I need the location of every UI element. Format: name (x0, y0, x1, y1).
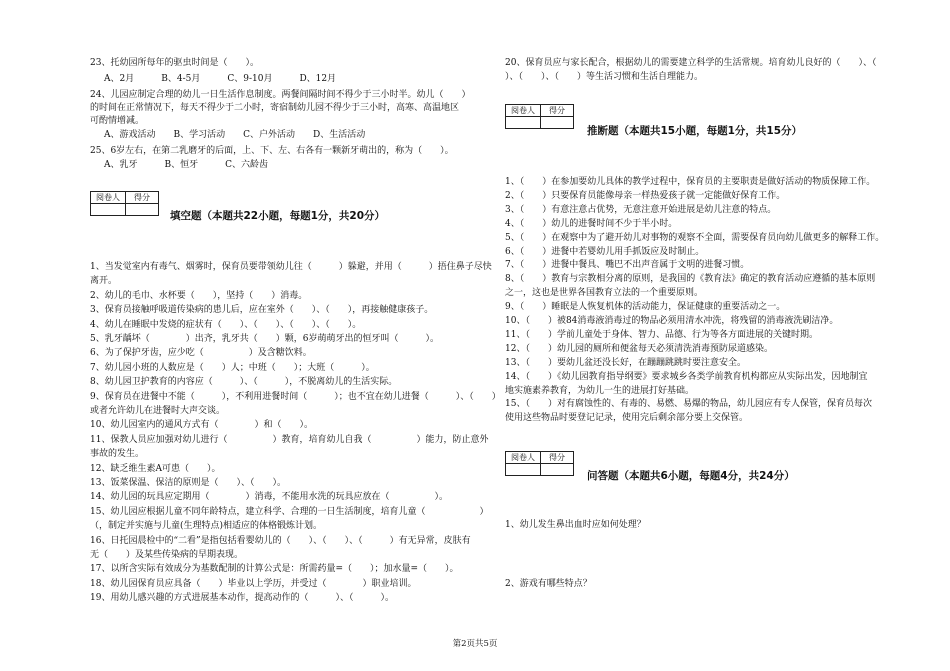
question-line: 6、为了保护牙齿，应少吃（ ）及含糖饮料。 (90, 348, 312, 359)
question-line: 1、（ ）在参加要幼儿具体的教学过程中，保育员的主要职责是做好活动的物质保障工作。 (505, 177, 876, 187)
question-line: 12、缺乏维生素A可患（ ）。 (90, 463, 221, 474)
question-line: 14、（ ）《幼儿园教育指导纲要》要求城乡各类学前教育机构都应从实际出发，因地制宜 (505, 371, 868, 382)
question-20-line2: ）、（ ）、（ ）等生活习惯和生活自理能力。 (505, 72, 704, 82)
question-line: 4、幼儿在睡眠中发烧的症状有（ ）、（ ）、（ ）、（ ）。 (90, 319, 362, 330)
question-line: 15、（ ）对有腐蚀性的、有毒的、易燃、易爆的物品，幼儿园应有专人保管，保育员每次 (505, 399, 872, 410)
page-number: 第2页共5页 (452, 639, 498, 649)
question-25: 25、6岁左右，在第二乳磨牙的后面，上、下、左、右各有一颗新牙萌出的，称为（ ）。 (90, 146, 454, 156)
question-line: 11、（ ）学前儿童处于身体、智力、品德、行为等各方面进展的关键时期。 (505, 329, 818, 340)
question-line: 9、保育员在进餐中不能（ ），不利用进餐时间（ ）；也不宜在幼儿进餐（ ）、（ ） (90, 391, 501, 402)
question-line: 3、（ ）有意注意占优势，无意注意开始进展是幼儿注意的特点。 (505, 204, 777, 215)
question-line: 离开。 (90, 276, 118, 287)
question-line: 2、幼儿的毛巾、水杯要（ ），坚持（ ）消毒。 (90, 290, 308, 301)
question-line: 16、日托园晨检中的“二看”是指包括看婴幼儿的（ ）、（ ）、（ ）有无异常，皮肤有 (90, 535, 471, 546)
question-line: 13、饭菜保温、保洁的原则是（ ）、（ ）。 (90, 478, 286, 488)
question-line: 12、（ ）幼儿园的厕所和便盆每天必须清洗消毒预防尿道感染。 (505, 343, 773, 354)
question-line: 5、（ ）在观察中为了避开幼儿对事物的观察不全面，需要保育员向幼儿做更多的解释工作。 (505, 232, 885, 243)
question-line: 1、当发觉室内有毒气、烟雾时，保育员要带领幼儿往（ ）躲避，并用（ ）捂住鼻子尽快 (90, 262, 492, 272)
section-title-judgment: 推断题（本题共15小题，每题1分，共15分） (587, 125, 803, 137)
question-line: 10、幼儿园室内的通风方式有（ ）和（ ）。 (90, 420, 313, 431)
question-line: 14、幼儿园的玩具应定期用（ ）消毒，不能用水洗的玩具应放在（ ）。 (90, 492, 448, 503)
question-23: 23、托幼园所每年的驱虫时间是（ ）。 (90, 58, 259, 68)
question-line: 2、（ ）只要保育员能像母亲一样热爱孩子就一定能做好保育工作。 (505, 190, 786, 201)
grader-label: 阅卷人 (506, 105, 541, 117)
score-cell (541, 464, 574, 476)
section-title-qa: 问答题（本题共6小题，每题4分，共24分） (587, 470, 795, 482)
question-line: 7、（ ）进餐中餐具、嘴巴不出声音属于文明的进餐习惯。 (505, 260, 750, 271)
question-line: （，制定并实施与儿童(生理特点)相适应的体格锻炼计划。 (90, 521, 323, 532)
question-line: 6、（ ）进餐中若婴幼儿用手抓饭应及时制止。 (505, 246, 705, 257)
question-24-line1: 24、儿园应制定合理的幼儿一日生活作息制度。两餐间隔时间不得少于三小时半。幼儿（ ） (90, 90, 471, 100)
score-box (505, 104, 574, 129)
question-line: 之一，这也是世界各国教育立法的一个重要原则。 (505, 288, 704, 299)
question-line: 使用这些物品时要登记记录，使用完后剩余部分要上交保管。 (505, 413, 749, 424)
question-20-line1: 20、保育员应与家长配合，根据幼儿的需要建立科学的生活常规。培育幼儿良好的（ ）、（ (505, 58, 895, 68)
right-column (505, 0, 925, 671)
score-box (505, 451, 574, 476)
question-line: 无（ ）及某些传染病的早期表现。 (90, 550, 244, 560)
score-cell (541, 117, 574, 129)
score-box (90, 191, 159, 216)
score-cell (126, 204, 159, 216)
question-24-line2: 的时间在正常情况下，每天不得少于二小时，寄宿制幼儿园不得少于三小时，高寒、高温地区 (90, 103, 460, 113)
section-title-fill-in: 填空题（本题共22小题，每题1分，共20分） (170, 210, 386, 222)
question-line: 18、幼儿园保育员应具备（ ）毕业以上学历，并受过（ ）职业培训。 (90, 578, 417, 589)
score-label: 得分 (126, 192, 159, 204)
question-23-options: A、2月 B、4-5月 C、9-10月 D、12月 (104, 74, 337, 84)
grader-label: 阅卷人 (506, 452, 541, 464)
grader-cell (506, 117, 541, 129)
question-line: 11、保教人员应加强对幼儿进行（ ）教育，培育幼儿自我（ ）能力，防止意外 (90, 434, 489, 445)
question-line: 4、（ ）幼儿的进餐时间不少于半小时。 (505, 218, 678, 229)
qa-question-2: 2、游戏有哪些特点？ (505, 579, 592, 589)
question-line: 15、幼儿园应根据儿童不同年龄特点，建立科学、合理的一日生活制度，培育儿童（ ） (90, 506, 489, 517)
question-line: 17、以所含实际有效成分为基数配制的计算公式是：所需药量=（ ）；加水量=（ ）。 (90, 564, 459, 575)
question-line: 8、（ ）教育与宗教相分离的原则，是我国的《教育法》确定的教育活动应遵循的基本原则 (505, 274, 876, 285)
question-25-options: A、乳牙 B、恒牙 C、六龄齿 (104, 160, 269, 170)
question-24-line3: 可酌情增减。 (90, 116, 145, 126)
question-line: 7、幼儿园小班的人数应是（ ）人；中班（ ）；大班（ ）。 (90, 362, 375, 373)
question-line: 3、保育员接触呼吸道传染病的患儿后，应在室外（ ）、（ ），再接触健康孩子。 (90, 305, 434, 316)
grader-cell (506, 464, 541, 476)
question-line: 地实施素养教育，为幼儿一生的进展打好基础。 (505, 385, 695, 396)
qa-question-1: 1、幼儿发生鼻出血时应如何处理？ (505, 520, 646, 530)
left-column (88, 0, 508, 671)
score-label: 得分 (541, 105, 574, 117)
question-line: 或者允许幼儿在进餐时大声交谈。 (90, 406, 226, 416)
question-line: 8、幼儿园卫护教育的内容应（ ）、（ ），不脱离幼儿的生活实际。 (90, 377, 398, 388)
question-24-options: A、游戏活动 B、学习活动 C、户外活动 D、生活活动 (104, 130, 366, 140)
question-line: 10、（ ）被84消毒液消毒过的物品必须用清水冲洗，将残留的消毒液洗刷洁净。 (505, 316, 839, 326)
question-line: 5、乳牙龋坏（ ）出齐，乳牙共（ ）颗，6岁萌萌牙出的恒牙叫（ ）。 (90, 334, 439, 344)
question-line: 19、用幼儿感兴趣的方式进展基本动作，提高动作的（ ）、（ ）。 (90, 593, 394, 604)
score-label: 得分 (541, 452, 574, 464)
grader-cell (91, 204, 126, 216)
grader-label: 阅卷人 (91, 192, 126, 204)
question-line: 9、（ ）睡眠是人恢复机体的活动能力，保证健康的重要活动之一。 (505, 302, 786, 313)
question-line: 事故的发生。 (90, 449, 145, 460)
question-line: 13、（ ）要幼儿盆还没长好，在蹦蹦跳跳时要注意安全。 (505, 357, 746, 368)
